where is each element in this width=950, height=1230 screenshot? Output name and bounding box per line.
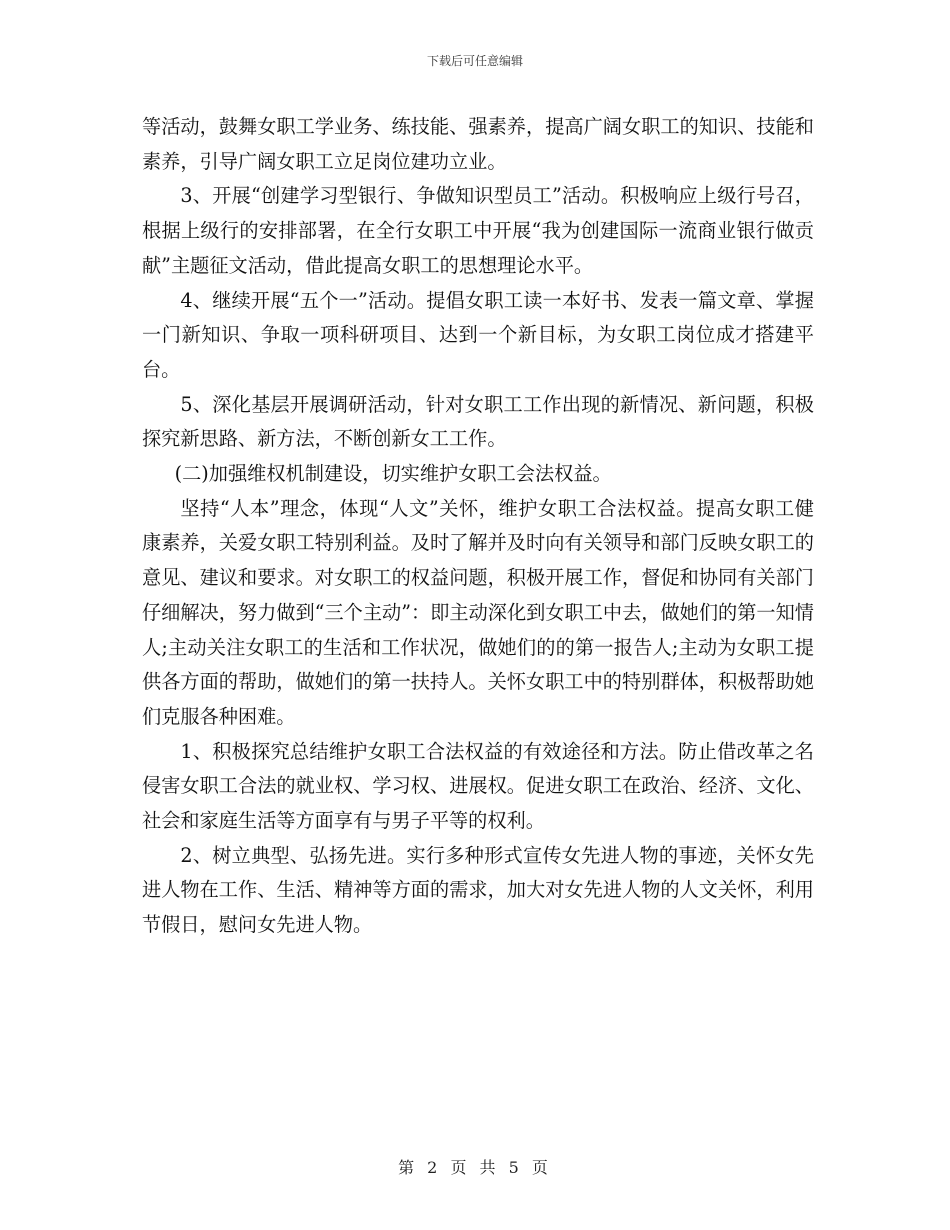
paragraph: 等活动，鼓舞女职工学业务、练技能、强素养，提高广阔女职工的知识、技能和素养，引导广阔女职工立足岗位建功立业。 [142, 115, 814, 173]
paragraph: 1、积极探究总结维护女职工合法权益的有效途径和方法。防止借改革之名侵害女职工合法的就业权、学习权、进展权。促进女职工在政治、经济、文化、社会和家庭生活等方面享有与男子平等的权利。 [142, 739, 814, 833]
document-body [142, 110, 814, 943]
section-heading: (二)加强维权机制建设，切实维护女职工会法权益。 [174, 462, 612, 486]
page-header: 下载后可任意编辑 [426, 54, 523, 68]
paragraph: 坚持“人本”理念，体现“人文”关怀，维护女职工合法权益。提高女职工健康素养，关爱女职工特别利益。及时了解并及时向有关领导和部门反映女职工的意见、建议和要求。对女职工的权益问题，积极开展工作，督促和协同有关部门仔细解决，努力做到“三个主动”：即主动深化到女职工中去，做她们的第一知情人;主动关注女职工的生活和工作状况，做她们的的第一报告人;主动为女职工提供各方面的帮助，做她们的第一扶持人。关怀女职工中的特别群体，积极帮助她们克服各种困难。 [142, 496, 814, 728]
page-number-footer: 第 2 页 共 5 页 [398, 1158, 552, 1177]
paragraph: 3、开展“创建学习型银行、争做知识型员工”活动。积极响应上级行号召，根据上级行的安排部署，在全行女职工中开展“我为创建国际一流商业银行做贡献”主题征文活动，借此提高女职工的思想理论水平。 [142, 184, 814, 277]
paragraph: 2、树立典型、弘扬先进。实行多种形式宣传女先进人物的事迹，关怀女先进人物在工作、生活、精神等方面的需求，加大对女先进人物的人文关怀，利用节假日，慰问女先进人物。 [142, 843, 814, 937]
paragraph: 5、深化基层开展调研活动，针对女职工工作出现的新情况、新问题，积极探究新思路、新方法，不断创新女工工作。 [142, 392, 814, 451]
paragraph: 4、继续开展“五个一”活动。提倡女职工读一本好书、发表一篇文章、掌握一门新知识、争取一项科研项目、达到一个新目标，为女职工岗位成才搭建平台。 [142, 288, 814, 381]
